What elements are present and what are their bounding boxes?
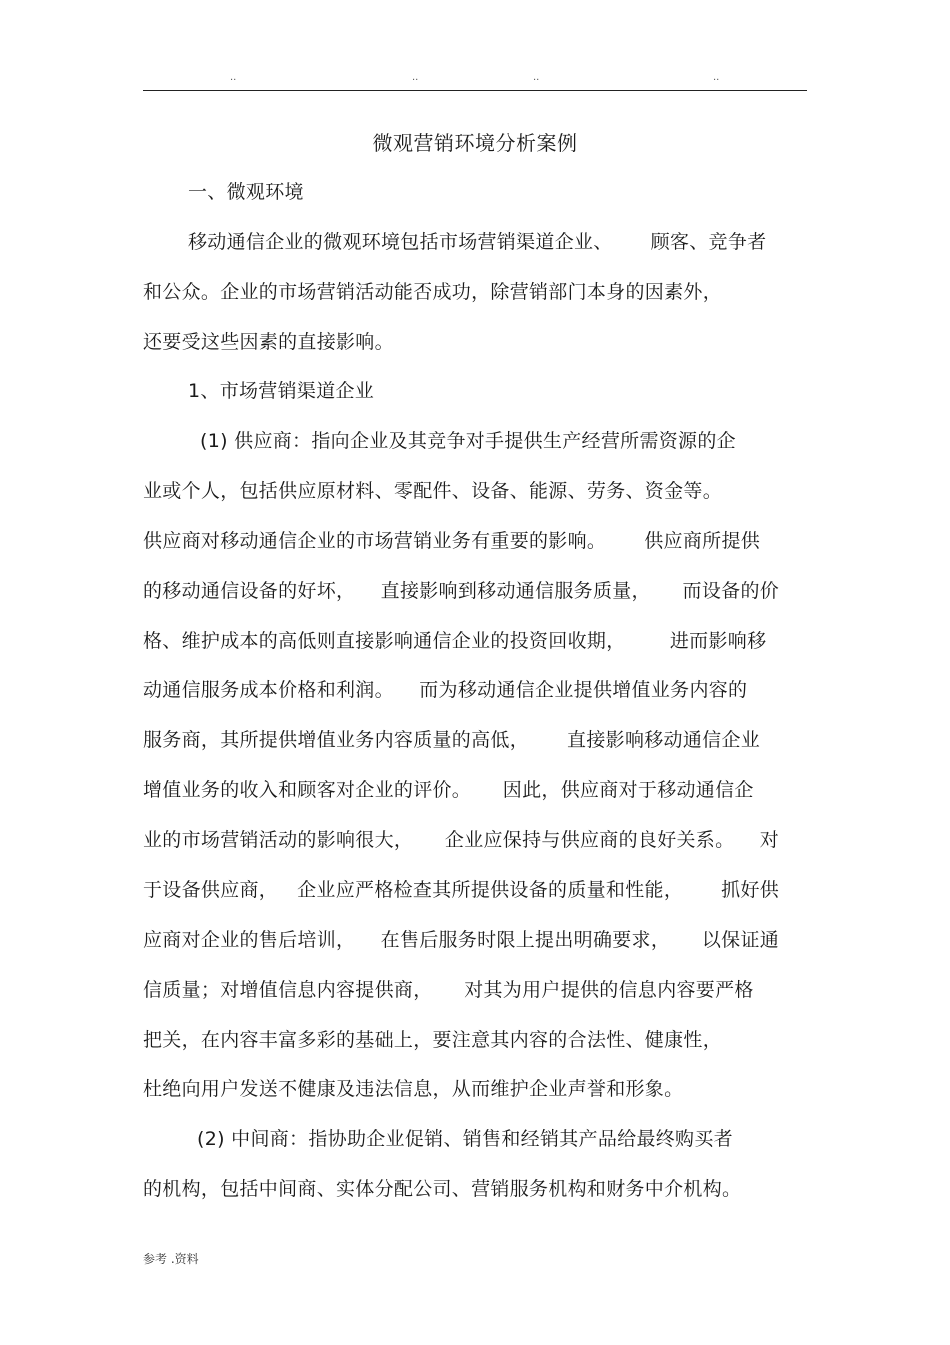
paragraph-line: 服务商，其所提供增值业务内容质量的高低， 直接影响移动通信企业	[143, 729, 761, 751]
header-mark: ..	[412, 72, 419, 83]
subsection-heading: 1、市场营销渠道企业	[188, 380, 375, 402]
paragraph-line: 的机构，包括中间商、实体分配公司、营销服务机构和财务中介机构。	[143, 1178, 742, 1200]
paragraph-line: 增值业务的收入和顾客对企业的评价。 因此，供应商对于移动通信企	[143, 779, 754, 801]
paragraph-line: 动通信服务成本价格和利润。 而为移动通信企业提供增值业务内容的	[143, 679, 748, 701]
paragraph-line: (1) 供应商：指向企业及其竞争对手提供生产经营所需资源的企	[200, 430, 736, 452]
paragraph-line: 应商对企业的售后培训， 在售后服务时限上提出明确要求， 以保证通	[143, 929, 780, 951]
header-mark: ..	[713, 72, 720, 83]
paragraph-line: 信质量；对增值信息内容提供商， 对其为用户提供的信息内容要严格	[143, 979, 754, 1001]
paragraph-line: 业的市场营销活动的影响很大， 企业应保持与供应商的良好关系。 对	[143, 829, 780, 851]
paragraph-line: 的移动通信设备的好坏， 直接影响到移动通信服务质量， 而设备的价	[143, 580, 780, 602]
paragraph-line: 业或个人，包括供应原材料、零配件、设备、能源、劳务、资金等。	[143, 480, 723, 502]
section-heading: 一、微观环境	[188, 181, 304, 203]
header-marks	[0, 72, 950, 86]
footer-note: 参考 .资料	[143, 1252, 199, 1266]
paragraph-line: 格、维护成本的高低则直接影响通信企业的投资回收期， 进而影响移	[143, 630, 767, 652]
paragraph-line: 还要受这些因素的直接影响。	[143, 331, 394, 353]
header-mark: ..	[230, 72, 237, 83]
page-title: 微观营销环境分析案例	[372, 131, 578, 155]
paragraph-line: 和公众。企业的市场营销活动能否成功，除营销部门本身的因素外，	[143, 281, 723, 303]
paragraph-line: 把关，在内容丰富多彩的基础上，要注意其内容的合法性、健康性，	[143, 1029, 723, 1051]
paragraph-line: 于设备供应商， 企业应严格检查其所提供设备的质量和性能， 抓好供	[143, 879, 780, 901]
paragraph-line: (2) 中间商：指协助企业促销、销售和经销其产品给最终购买者	[197, 1128, 733, 1150]
paragraph-line: 移动通信企业的微观环境包括市场营销渠道企业、 顾客、竞争者	[188, 231, 767, 253]
header-rule	[143, 90, 807, 91]
paragraph-line: 杜绝向用户发送不健康及违法信息，从而维护企业声誉和形象。	[143, 1078, 684, 1100]
paragraph-line: 供应商对移动通信企业的市场营销业务有重要的影响。 供应商所提供	[143, 530, 761, 552]
header-mark: ..	[533, 72, 540, 83]
